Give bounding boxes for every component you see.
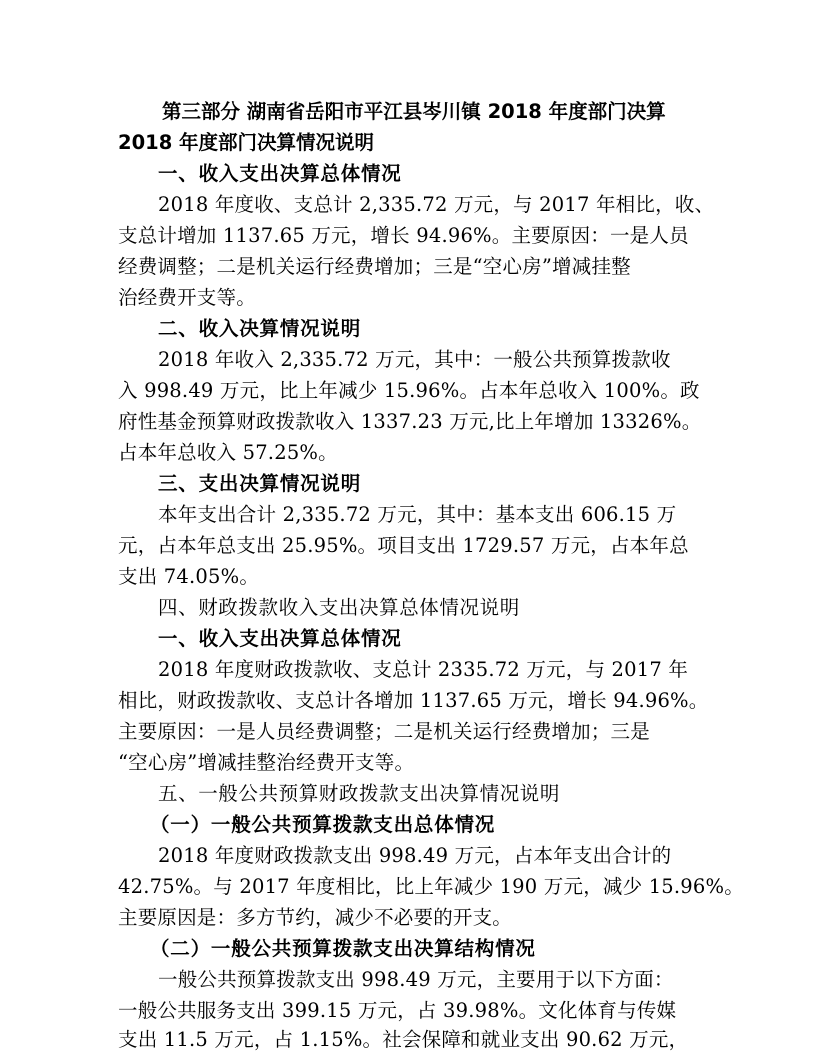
section-heading: 三、支出决算情况说明 (158, 472, 362, 495)
paragraph-line: 元，占本年总支出 25.95%。项目支出 1729.57 万元，占本年总 (118, 534, 689, 557)
paragraph-line: 相比，财政拨款收、支总计各增加 1137.65 万元，增长 94.96%。 (118, 689, 709, 712)
paragraph-line: 府性基金预算财政拨款收入 1337.23 万元,比上年增加 13326%。 (118, 410, 702, 433)
paragraph-line: 一般公共预算拨款支出 998.49 万元，主要用于以下方面： (158, 968, 674, 991)
subsection-heading: （一）一般公共预算拨款支出总体情况 (150, 813, 496, 836)
paragraph-line: 本年支出合计 2,335.72 万元，其中：基本支出 606.15 万 (158, 503, 677, 526)
paragraph-line: 42.75%。与 2017 年度相比，比上年减少 190 万元，减少 15.96%。 (118, 875, 744, 898)
section-heading: 二、收入决算情况说明 (158, 317, 362, 340)
paragraph-line: 占本年总收入 57.25%。 (118, 441, 338, 464)
paragraph-line: 入 998.49 万元，比上年减少 15.96%。占本年总收入 100%。政 (118, 379, 700, 402)
paragraph-line: 主要原因：一是人员经费调整；二是机关运行经费增加；三是 (118, 720, 650, 743)
paragraph-line: 2018 年度财政拨款支出 998.49 万元，占本年支出合计的 (158, 844, 672, 867)
paragraph-line: 治经费开支等。 (118, 286, 256, 309)
paragraph-line: 主要原因是：多方节约，减少不必要的开支。 (118, 906, 513, 929)
section-heading: 四、财政拨款收入支出决算总体情况说明 (158, 596, 520, 619)
paragraph-line: 支出 11.5 万元，占 1.15%。社会保障和就业支出 90.62 万元， (118, 1028, 689, 1051)
paragraph-line: 2018 年度财政拨款收、支总计 2335.72 万元，与 2017 年 (158, 658, 689, 681)
paragraph-line: 支出 74.05%。 (118, 565, 260, 588)
document-title: 第三部分 湖南省岳阳市平江县岑川镇 2018 年度部门决算 (162, 100, 666, 123)
section-heading: 一、收入支出决算总体情况 (158, 162, 402, 185)
paragraph-line: 2018 年收入 2,335.72 万元，其中：一般公共预算拨款收 (158, 348, 671, 371)
paragraph-line: 一般公共服务支出 399.15 万元，占 39.98%。文化体育与传媒 (118, 999, 677, 1022)
section-heading: 一、收入支出决算总体情况 (158, 627, 402, 650)
paragraph-line: “空心房”增减挂整治经费开支等。 (118, 751, 415, 774)
document-subtitle: 2018 年度部门决算情况说明 (118, 131, 375, 154)
section-heading: 五、一般公共预算财政拨款支出决算情况说明 (158, 782, 561, 805)
paragraph-line: 2018 年度收、支总计 2,335.72 万元，与 2017 年相比，收、 (158, 193, 715, 216)
paragraph-line: 经费调整；二是机关运行经费增加；三是“空心房”增减挂整 (118, 255, 631, 278)
paragraph-line: 支总计增加 1137.65 万元，增长 94.96%。主要原因：一是人员 (118, 224, 689, 247)
subsection-heading: （二）一般公共预算拨款支出决算结构情况 (150, 937, 536, 960)
